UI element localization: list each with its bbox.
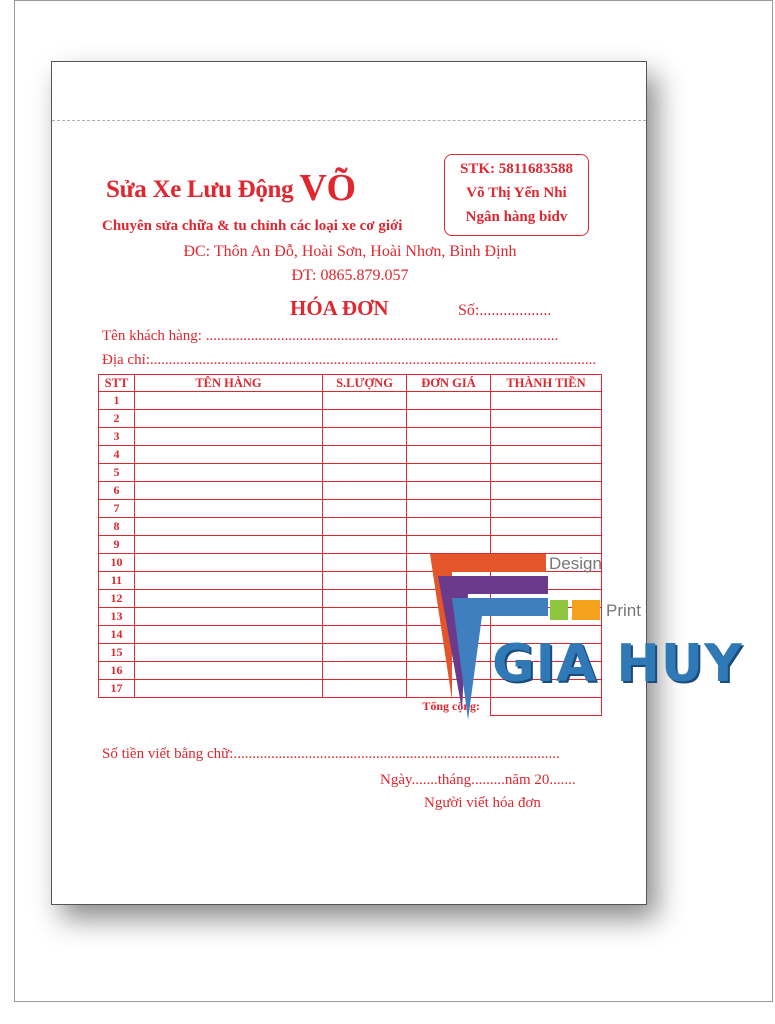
row-price (407, 482, 491, 500)
row-qty (323, 392, 407, 410)
row-stt: 9 (99, 536, 135, 554)
row-stt: 5 (99, 464, 135, 482)
row-item (135, 644, 323, 662)
total-label: Tổng cộng: (99, 698, 491, 716)
row-stt: 12 (99, 590, 135, 608)
row-item (135, 536, 323, 554)
invoice-number: Số:.................. (458, 302, 552, 319)
row-item (135, 464, 323, 482)
row-stt: 7 (99, 500, 135, 518)
customer-address-field: Địa chỉ:....................................................................................................................... (102, 352, 597, 368)
row-item (135, 590, 323, 608)
row-item (135, 500, 323, 518)
table-row (99, 482, 602, 500)
row-amount (491, 410, 602, 428)
row-amount (491, 464, 602, 482)
row-item (135, 572, 323, 590)
row-qty (323, 662, 407, 680)
row-stt: 11 (99, 572, 135, 590)
shop-tagline: Chuyên sửa chữa & tu chỉnh các loại xe cơ giới (102, 218, 403, 234)
invoice-paper (51, 61, 647, 905)
row-amount (491, 482, 602, 500)
row-price (407, 428, 491, 446)
row-item (135, 392, 323, 410)
row-qty (323, 680, 407, 698)
row-qty (323, 428, 407, 446)
row-stt: 14 (99, 626, 135, 644)
row-qty (323, 410, 407, 428)
row-amount (491, 392, 602, 410)
row-item (135, 518, 323, 536)
row-item (135, 608, 323, 626)
row-qty (323, 482, 407, 500)
row-stt: 6 (99, 482, 135, 500)
row-item (135, 626, 323, 644)
row-qty (323, 608, 407, 626)
table-row (99, 500, 602, 518)
perforation-line (52, 120, 646, 121)
row-price (407, 518, 491, 536)
table-row (99, 464, 602, 482)
signer-label: Người viết hóa đơn (424, 795, 541, 811)
date-line: Ngày.......tháng.........năm 20....... (380, 772, 576, 788)
row-qty (323, 536, 407, 554)
row-item (135, 680, 323, 698)
row-qty (323, 446, 407, 464)
row-item (135, 410, 323, 428)
row-stt: 4 (99, 446, 135, 464)
row-price (407, 392, 491, 410)
row-amount (491, 500, 602, 518)
logo-design-text: Design (549, 554, 602, 573)
row-stt: 15 (99, 644, 135, 662)
row-item (135, 554, 323, 572)
logo-brand-text: GIA HUY (492, 634, 743, 694)
row-item (135, 428, 323, 446)
row-stt: 13 (99, 608, 135, 626)
table-row (99, 428, 602, 446)
row-stt: 1 (99, 392, 135, 410)
col-header-item: TÊN HÀNG (135, 375, 323, 392)
row-stt: 2 (99, 410, 135, 428)
row-price (407, 464, 491, 482)
row-stt: 17 (99, 680, 135, 698)
invoice-title: HÓA ĐƠN (290, 296, 389, 320)
col-header-qty: S.LƯỢNG (323, 375, 407, 392)
row-qty (323, 626, 407, 644)
shop-address: ĐC: Thôn An Đỗ, Hoài Sơn, Hoài Nhơn, Bình Định (183, 243, 517, 260)
logo-print-text: Print (606, 601, 641, 620)
table-row (99, 518, 602, 536)
table-row (99, 392, 602, 410)
bank-account: STK: 5811683588 (460, 161, 573, 177)
shop-phone: ĐT: 0865.879.057 (291, 267, 409, 284)
row-price (407, 500, 491, 518)
row-amount (491, 446, 602, 464)
bank-name: Ngân hàng bidv (465, 209, 568, 225)
row-item (135, 446, 323, 464)
col-header-price: ĐƠN GIÁ (407, 375, 491, 392)
shop-name-big: VÕ (299, 167, 356, 209)
bank-info-box (444, 154, 589, 236)
row-price (407, 410, 491, 428)
row-amount (491, 428, 602, 446)
row-qty (323, 464, 407, 482)
table-row (99, 410, 602, 428)
row-qty (323, 554, 407, 572)
row-item (135, 662, 323, 680)
row-item (135, 482, 323, 500)
table-header-row (99, 375, 602, 392)
col-header-amount: THÀNH TIỀN (491, 375, 602, 392)
customer-name-field: Tên khách hàng: .............................................................................................. (102, 328, 559, 344)
shop-name (106, 166, 356, 210)
row-price (407, 446, 491, 464)
row-stt: 16 (99, 662, 135, 680)
row-qty (323, 500, 407, 518)
row-stt: 8 (99, 518, 135, 536)
row-qty (323, 644, 407, 662)
row-qty (323, 590, 407, 608)
row-stt: 3 (99, 428, 135, 446)
col-header-stt: STT (99, 375, 135, 392)
row-qty (323, 518, 407, 536)
bank-holder: Võ Thị Yến Nhi (466, 185, 567, 201)
row-stt: 10 (99, 554, 135, 572)
row-amount (491, 518, 602, 536)
table-row (99, 446, 602, 464)
amount-in-words-field: Số tiền viết bằng chữ:....................................................................................... (102, 746, 560, 762)
shop-name-text: Sửa Xe Lưu Động (106, 176, 294, 203)
row-qty (323, 572, 407, 590)
